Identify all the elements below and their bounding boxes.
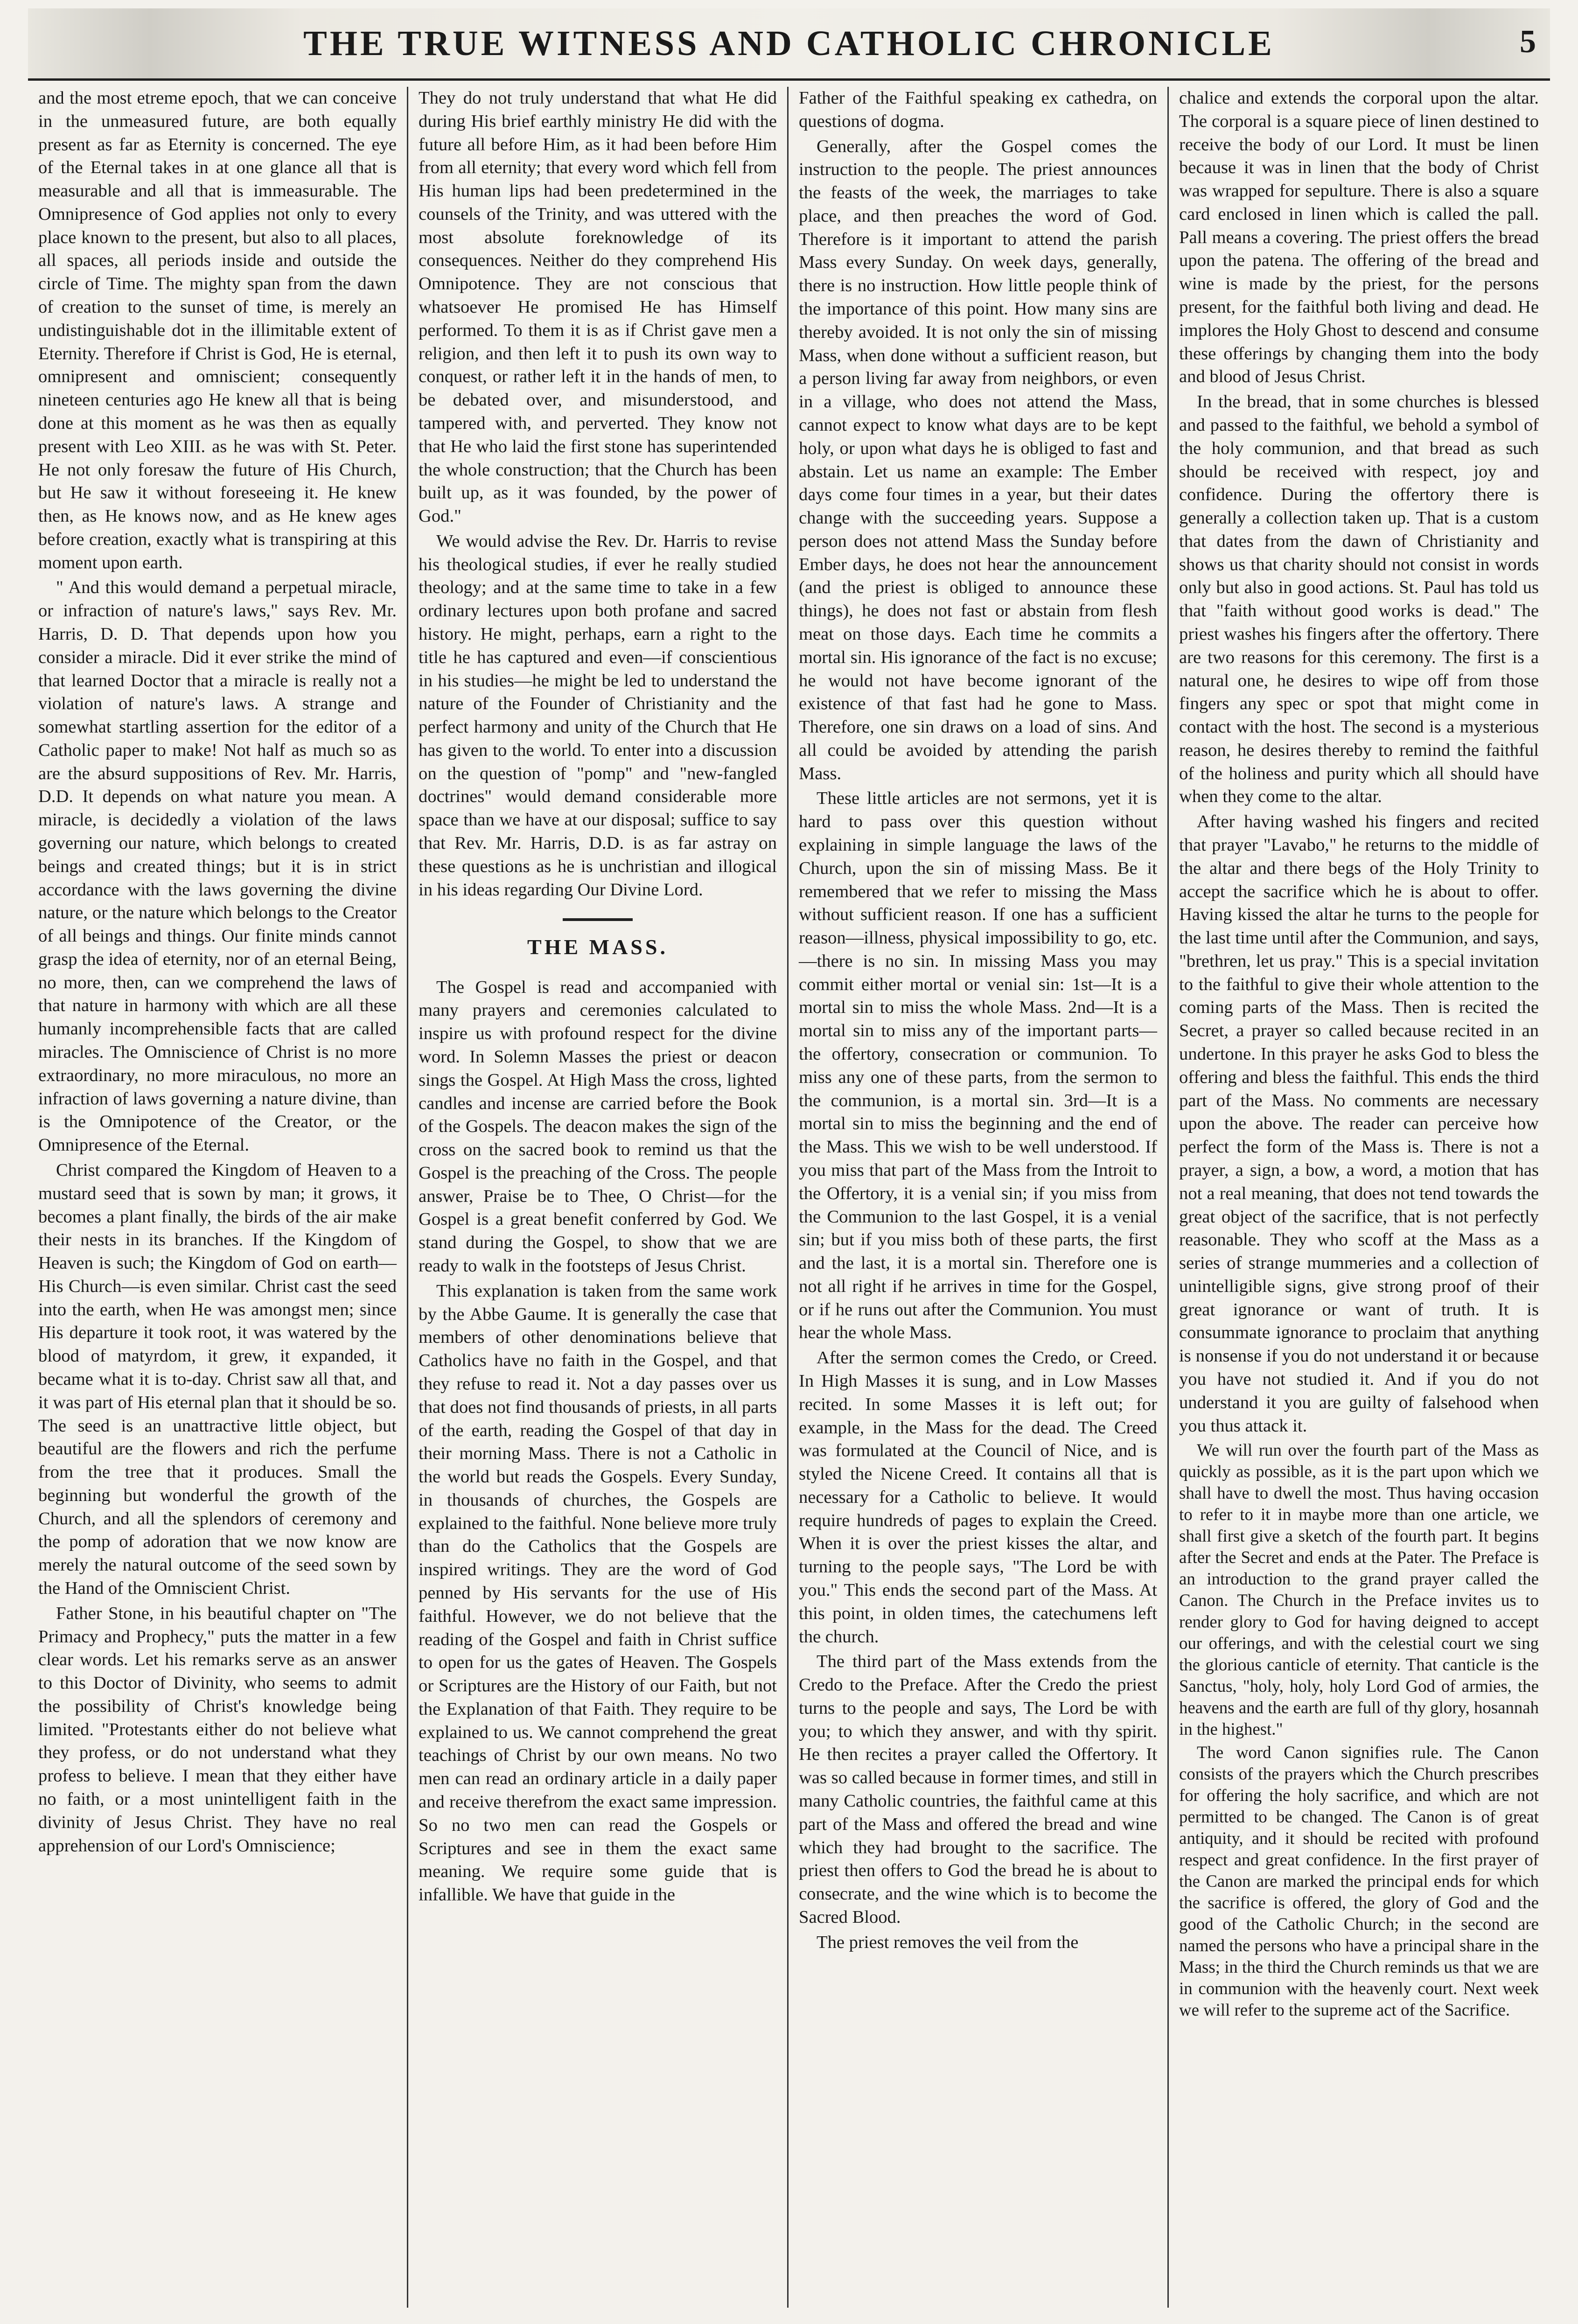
masthead [28,8,1550,81]
paragraph: After the sermon comes the Credo, or Creed. In High Masses it is sung, and in Low Masses recited. In some Masses it is left out; for example, in the Mass for the dead. The Creed was formulated at the Council of Nice, and is styled the Nicene Creed. It contains all that is necessary for a Catholic to believe. It would require hundreds of pages to explain the Creed. When it is over the priest kisses the altar, and turning to the people says, "The Lord be with you." This ends the second part of the Mass. At this point, in olden times, the catechumens left the church. [799,1348,1157,1647]
paragraph: and the most etreme epoch, that we can conceive in the unmeasured future, are both equally present as far as Eternity is concerned. The eye of the Eternal takes in at one glance all that is measurable and all that is immeasurable. The Omnipresence of God applies not only to every place known to the present, but also to all places, all spaces, all periods inside and outside the circle of Time. The mighty span from the dawn of creation to the sunset of time, is merely an undistinguishable dot in the illimitable extent of Eternity. Therefore if Christ is God, He is eternal, omnipresent and omniscient; consequently nineteen centuries ago He knew all that is being done at this moment as he was then as equally present with Leo XIII. as he was with St. Peter. He not only foresaw the future of His Church, but He saw it without foreseeing it. He knew then, as He knows now, and as He knew ages before creation, exactly what is transpiring at this moment upon earth. [38,88,397,572]
paragraph: We will run over the fourth part of the Mass as quickly as possible, as it is the part upon which we shall have to dwell the most. Thus having occasion to refer to it in maybe more than one article, we shall first give a sketch of the fourth part. It begins after the Secret and ends at the Pater. The Preface is an introduction to the grand prayer called the Canon. The Church in the Preface invites us to render glory to God for having deigned to accept our offerings, and with the celestial court we sing the glorious canticle of eternity. That canticle is the Sanctus, "holy, holy, holy Lord God of armies, the heavens and the earth are full of thy glory, hosannah in the highest." [1179,1440,1539,1739]
paragraph: Christ compared the Kingdom of Heaven to a mustard seed that is sown by man; it grows, it becomes a plant finally, the birds of the air make their nests in its branches. If the Kingdom of Heaven is such; the Kingdom of God on earth—His Church—is even similar. Christ cast the seed into the earth, when He was amongst men; since His departure it took root, it was watered by the blood of matyrdom, it grew, it expanded, it became what it is to-day. Christ saw all that, and it was part of His eternal plan that it should be so. The seed is an unattractive little object, but beautiful are the flowers and rich the perfume from the tree that it produces. Small the beginning but wonderful the growth of the Church, and all the splendors of ceremony and the pomp of adoration that we now know are merely the natural outcome of the seed sown by the Hand of the Omniscient Christ. [38,1160,397,1598]
section-heading: THE MASS. [527,935,668,959]
paragraph: The third part of the Mass extends from the Credo to the Preface. After the Credo the priest turns to the people and says, The Lord be with you; to which they answer, and with thy spirit. He then recites a prayer called the Offertory. It was so called because in former times, and still in many Catholic countries, the faithful came at this part of the Mass and offered the bread and wine which they had brought to the sacrifice. The priest then offers to God the bread he is about to consecrate, and the wine which is to become the Sacred Blood. [799,1652,1157,1927]
column-2 [408,87,789,2308]
paragraph: The Gospel is read and accompanied with many prayers and ceremonies calculated to inspire us with profound respect for the divine word. In Solemn Masses the priest or deacon sings the Gospel. At High Mass the cross, lighted candles and incense are carried before the Book of the Gospels. The deacon makes the sign of the cross on the sacred book to remind us that the Gospel is the preaching of the Cross. The people answer, Praise be to Thee, O Christ—for the Gospel is a great benefit conferred by God. We stand during the Gospel, to show that we are ready to walk in the footsteps of Jesus Christ. [419,977,777,1276]
paragraph: chalice and extends the corporal upon the altar. The corporal is a square piece of linen destined to receive the body of our Lord. It must be linen because it was in linen that the body of Christ was wrapped for sepulture. There is also a square card enclosed in linen which is called the pall. Pall means a covering. The priest offers the bread upon the patena. The offering of the bread and wine is made by the priest, for the persons present, for the faithful both living and dead. He implores the Holy Ghost to descend and consume these offerings by changing them into the body and blood of Jesus Christ. [1179,88,1539,387]
paragraph: The word Canon signifies rule. The Canon consists of the prayers which the Church prescribes for offering the holy sacrifice, and which are not permitted to be changed. The Canon is of great antiquity, and it should be recited with profound respect and great confidence. In the first prayer of the Canon are marked the principal ends for which the sacrifice is offered, the glory of God and the good of the Catholic Church; in the second are named the persons who have a principal share in the Mass; in the third the Church reminds us that we are in communion with the heavenly court. Next week we will refer to the supreme act of the Sacrifice. [1179,1743,1539,2019]
paragraph: After having washed his fingers and recited that prayer "Lavabo," he returns to the middle of the altar and there begs of the Holy Trinity to accept the sacrifice which he is about to offer. Having kissed the altar he turns to the people for the last time until after the Communion, and says, "brethren, let us pray." This is a special invitation to the faithful to give their whole attention to the coming parts of the Mass. Then is recited the Secret, a prayer so called because recited in an undertone. In this prayer he asks God to bless the offering and bless the faithful. This ends the third part of the Mass. No comments are necessary upon the above. The reader can perceive how perfect the form of the Mass is. There is not a prayer, a sign, a bow, a word, a motion that has not a real meaning, that does not tend towards the great object of the sacrifice, that is not perfectly reasonable. They who scoff at the Mass as a series of strange mummeries and a collection of unintelligible signs, give strong proof of their great ignorance or want of truth. It is consummate ignorance to proclaim that anything is nonsense if you do not understand it or because you have not studied it. And if you do not understand it you are guilty of falsehood when you thus attack it. [1179,812,1539,1436]
column-3 [789,87,1169,2308]
paragraph: Generally, after the Gospel comes the instruction to the people. The priest announces the feasts of the week, the marriages to take place, and then preaches the word of God. Therefore is it important to attend the parish Mass every Sunday. On week days, generally, there is no instruction. How little people think of the importance of this point. How many sins are thereby avoided. It is not only the sin of missing Mass, when done without a sufficient reason, but a person living far away from neighbors, or even in a village, who does not attend the Mass, cannot expect to know what days are to be kept holy, or upon what days he is obliged to fast and abstain. Let us name an example: The Ember days come four times in a year, but their dates change with the succeeding years. Suppose a person does not attend Mass the Sunday before Ember days, he does not hear the announcement (and the priest is obliged to announce these things), he does not fast or abstain from flesh meat on those days. Each time he commits a mortal sin. His ignorance of the fact is no excuse; he would not have become ignorant of the existence of that fast had he gone to Mass. Therefore, one sin draws on a load of sins. And all could be avoided by attending the parish Mass. [799,136,1157,783]
paragraph: This explanation is taken from the same work by the Abbe Gaume. It is generally the case that members of other denominations believe that Catholics have no faith in the Gospel, and that they refuse to read it. Not a day passes over us that does not find thousands of priests, in all parts of the earth, reading the Gospel of that day in their morning Mass. There is not a Catholic in the world but reads the Gospels. Every Sunday, in thousands of churches, the Gospels are explained to the faithful. None believe more truly than do the Catholics that the Gospels are inspired writings. They are the word of God penned by His servants for the use of His faithful. However, we do not believe that the reading of the Gospel and faith in Christ suffice to open for us the gates of Heaven. The Gospels or Scriptures are the History of our Faith, but not the Explanation of that Faith. They require to be explained to us. We cannot comprehend the great teachings of Christ by our own means. No two men can read an ordinary article in a daily paper and receive therefrom the exact same impression. So no two men can read the Gospels or Scriptures and see in them the exact same meaning. We require some guide that is infallible. We have that guide in the [419,1281,777,1905]
paragraph: We would advise the Rev. Dr. Harris to revise his theological studies, if ever he really studied theology; and at the same time to take in a few ordinary lectures upon both profane and sacred history. He might, perhaps, earn a right to the title he has captured and even—if conscientious in his studies—he might be led to understand the nature of the Founder of Christianity and the perfect harmony and unity of the Church that He has given to the world. To enter into a discussion on the question of "pomp" and "new-fangled doctrines" would demand considerable more space than we have at our disposal; suffice to say that Rev. Mr. Harris, D.D. is as far astray on these questions as he is unchristian and illogical in his ideas regarding Our Divine Lord. [419,531,777,900]
column-4 [1169,87,1549,2308]
paragraph: The priest removes the veil from the [817,1932,1079,1952]
column-1 [28,87,408,2308]
heading-rule [563,918,633,921]
paragraph: Father Stone, in his beautiful chapter on "The Primacy and Prophecy," puts the matter in a few clear words. Let his remarks serve as an answer to this Doctor of Divinity, who seems to admit the possibility of Christ's knowledge being limited. "Protestants either do not believe what they profess, or do not understand what they profess to believe. I mean that they either have no faith, or a most unintelligent faith in the divinity of Jesus Christ. They have no real apprehension of our Lord's Omniscience; [38,1603,397,1856]
paragraph: They do not truly understand that what He did during His brief earthly ministry He did with the future all before Him, as it had been before Him from all eternity; that every word which fell from His human lips had been predetermined in the counsels of the Trinity, and was uttered with the most absolute foreknowledge of its consequences. Neither do they comprehend His Omnipotence. They are not conscious that whatsoever He promised He has Himself performed. To them it is as if Christ gave men a religion, and then left it to push its own way to conquest, or rather left it in the hands of men, to be debated over, and misunderstood, and tampered with, and perverted. They know not that He who laid the first stone has superintended the whole construction; that the Church has been built up, as it was founded, by the power of God." [419,88,777,526]
paragraph: These little articles are not sermons, yet it is hard to pass over this question without explaining in simple language the laws of the Church, upon the sin of missing Mass. Be it remembered that we refer to missing the Mass without sufficient reason. If one has a sufficient reason—illness, physical impossibility to go, etc.—there is no sin. In missing Mass you may commit either mortal or venial sin: 1st—It is a mortal sin to miss the whole Mass. 2nd—It is a mortal sin to miss any of the important parts—the offertory, consecration or communion. To miss any one of these parts, from the sermon to the communion, is a mortal sin. 3rd—It is a mortal sin to miss the beginning and the end of the Mass. This we wish to be well understood. If you miss that part of the Mass from the Introit to the Offertory, it is a venial sin; if you miss from the Communion to the last Gospel, it is a venial sin; but if you miss both of these parts, the first and the last, it is a mortal sin. Therefore one is not all right if he arrives in time for the Gospel, or if he runs out after the Communion. You must hear the whole Mass. [799,789,1157,1343]
paragraph: Father of the Faithful speaking ex cathedra, on questions of dogma. [799,88,1157,131]
section-heading-block [419,918,777,961]
newspaper-title: THE TRUE WITNESS AND CATHOLIC CHRONICLE [303,23,1275,63]
paragraph: " And this would demand a perpetual miracle, or infraction of nature's laws," says Rev. Mr. Harris, D. D. That depends upon how you consider a miracle. Did it ever strike the mind of that learned Doctor that a miracle is really not a violation of nature's laws. A strange and somewhat startling assertion for the editor of a Catholic paper to make! Not half as much so as are the absurd suppositions of Rev. Mr. Harris, D.D. It depends on what nature you mean. A miracle, is decidedly a violation of the laws governing our nature, which belongs to created beings and created things; but it is in strict accordance with the laws governing the divine nature, or the nature which belongs to the Creator of all beings and things. Our finite minds cannot grasp the idea of eternity, nor of an eternal Being, no more, then, can we comprehend the laws of that nature in harmony with which are all these humanly incomprehensible facts that are called miracles. The Omniscience of Christ is no more extraordinary, no more miraculous, no more an infraction of laws governing a nature divine, than is the Omnipotence of the Creator, or the Omnipresence of the Eternal. [38,578,397,1155]
paragraph: In the bread, that in some churches is blessed and passed to the faithful, we behold a symbol of the holy communion, and that bread as such should be received with respect, joy and confidence. During the offertory there is generally a collection taken up. That is a custom that dates from the dawn of Christianity and shows us that charity should not consist in words only but also in good actions. St. Paul has told us that "faith without good works is dead." The priest washes his fingers after the offertory. There are two reasons for this ceremony. The first is a natural one, he desires to wipe off from those fingers any spec or spot that might come in contact with the host. The second is a mysterious reason, he desires thereby to remind the faithful of the holiness and purity which all should have when they come to the altar. [1179,392,1539,807]
article-columns [28,87,1550,2308]
page-number: 5 [1520,24,1536,60]
